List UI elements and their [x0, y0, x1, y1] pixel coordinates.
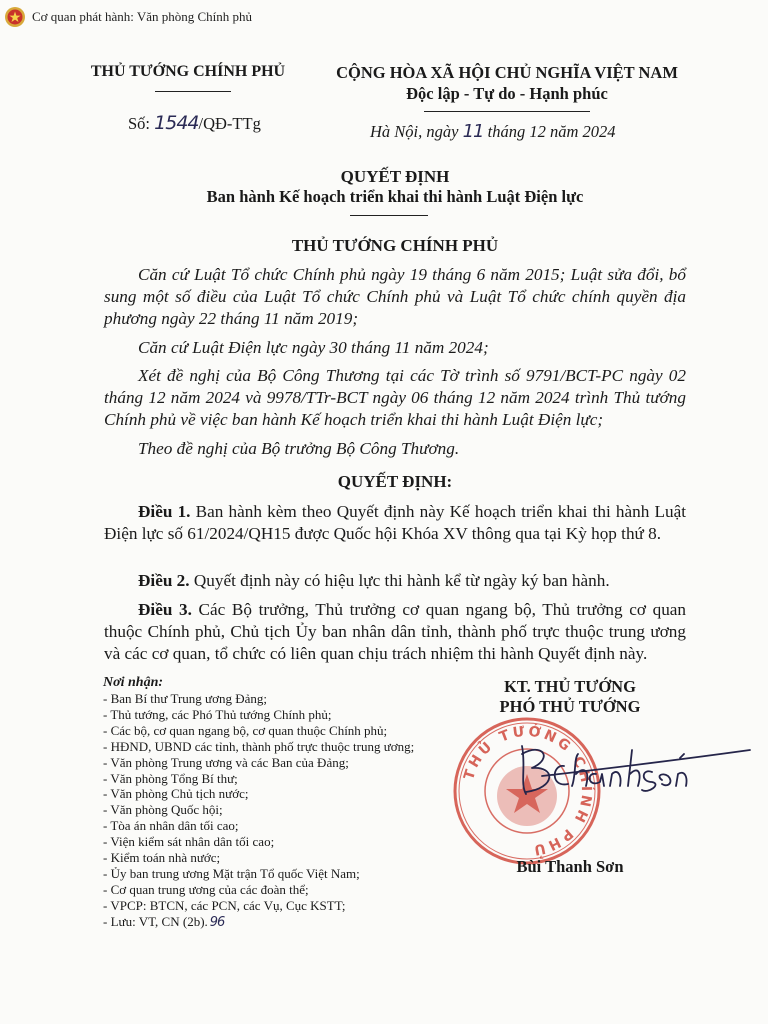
list-item: - Văn phòng Trung ương và các Ban của Đảng;: [103, 754, 349, 770]
handwritten-note: 96: [209, 914, 225, 930]
preamble-paragraph: Theo đề nghị của Bộ trưởng Bộ Công Thương.: [138, 439, 460, 458]
signer-name: Bùi Thanh Sơn: [516, 857, 624, 876]
number-suffix: /QĐ-TTg: [198, 114, 261, 133]
document-number: [128, 112, 261, 134]
subtitle-underline: [350, 215, 428, 216]
handwritten-day: 11: [462, 121, 484, 142]
list-item: - Các bộ, cơ quan ngang bộ, cơ quan thuộc Chính phủ;: [103, 722, 388, 738]
signature-icon: [512, 736, 752, 811]
list-item: - Tòa án nhân dân tối cao;: [103, 818, 239, 834]
list-item: - Viện kiểm sát nhân dân tối cao;: [103, 834, 275, 850]
list-item: - Kiểm toán nhà nước;: [103, 850, 221, 866]
article-3: [104, 599, 686, 665]
list-item: - Thủ tướng, các Phó Thủ tướng Chính phủ;: [103, 706, 332, 722]
list-item: - Cơ quan trung ương của các đoàn thể;: [103, 881, 309, 897]
list-item: [103, 914, 414, 931]
date-suffix: tháng 12 năm 2024: [483, 122, 616, 141]
document-subtitle: Ban hành Kế hoạch triển khai thi hành Luật Điện lực: [206, 187, 584, 206]
recipients-title: Nơi nhận:: [103, 675, 164, 690]
authority-heading: THỦ TƯỚNG CHÍNH PHỦ: [291, 236, 499, 255]
article-text: Ban hành kèm theo Quyết định này Kế hoạch triển khai thi hành Luật Điện lực số 61/2024/QH15 được Quốc hội Khóa XV thông qua tại Kỳ họp thứ 8.: [104, 502, 687, 543]
motto-underline: [424, 111, 590, 112]
article-label: Điều 3.: [138, 600, 192, 619]
issue-date: [370, 121, 616, 142]
article-text: Quyết định này có hiệu lực thi hành kể từ ngày ký ban hành.: [189, 571, 610, 590]
handwritten-number: 1544: [154, 112, 199, 134]
article-label: Điều 1.: [138, 502, 191, 521]
number-prefix: Số:: [128, 114, 155, 133]
list-item: - VPCP: BTCN, các PCN, các Vụ, Cục KSTT;: [103, 897, 346, 913]
article-1: [104, 501, 686, 545]
signature-title: PHÓ THỦ TƯỚNG: [499, 697, 641, 716]
svg-text:THỦ TƯỚNG CHÍNH PHỦ: THỦ TƯỚNG CHÍNH PHỦ: [461, 723, 595, 859]
list-item: - Ủy ban trung ương Mặt trận Tổ quốc Việt Nam;: [103, 865, 360, 881]
article-2: [104, 570, 686, 592]
preamble-paragraph: Xét đề nghị của Bộ Công Thương tại các Tờ trình số 9791/BCT-PC ngày 02 tháng 12 năm 2024 và 9978/TTr-BCT ngày 06 tháng 12 năm 2024 trình Thủ tướng Chính phủ về việc ban hành Kế hoạch triển khai thi hành Luật Điện lực;: [104, 366, 686, 429]
document-type: QUYẾT ĐỊNH: [340, 167, 450, 186]
vietnam-emblem-icon: [4, 6, 26, 28]
preamble-paragraph: Căn cứ Luật Tổ chức Chính phủ ngày 19 tháng 6 năm 2015; Luật sửa đổi, bổ sung một số điều của Luật Tổ chức Chính phủ và Luật Tổ chức chính quyền địa phương ngày 22 tháng 11 năm 2019;: [104, 265, 686, 328]
article-text: Các Bộ trưởng, Thủ trưởng cơ quan ngang bộ, Thủ trưởng cơ quan thuộc Chính phủ, Chủ tịch Ủy ban nhân dân tỉnh, thành phố trực thuộc trung ương và các cơ quan, tổ chức có liên quan chịu trách nhiệm thi hành Quyết định này.: [104, 600, 687, 663]
signature-role: KT. THỦ TƯỚNG: [504, 677, 636, 696]
country-title: CỘNG HÒA XÃ HỘI CHỦ NGHĨA VIỆT NAM: [336, 63, 678, 82]
list-item: - Văn phòng Quốc hội;: [103, 802, 223, 818]
preamble-paragraph: Căn cứ Luật Điện lực ngày 30 tháng 11 năm 2024;: [138, 338, 489, 357]
list-item: - Văn phòng Chủ tịch nước;: [103, 786, 249, 802]
publisher-text: Cơ quan phát hành: Văn phòng Chính phủ: [32, 9, 253, 24]
issuer-title: THỦ TƯỚNG CHÍNH PHỦ: [90, 63, 286, 80]
issuer-underline: [155, 91, 231, 92]
date-prefix: Hà Nội, ngày: [370, 122, 463, 141]
list-item: - Văn phòng Tổng Bí thư;: [103, 770, 238, 786]
recipients-list: [103, 691, 414, 931]
list-item-text: - Lưu: VT, CN (2b).: [103, 913, 208, 929]
list-item: - Ban Bí thư Trung ương Đảng;: [103, 691, 267, 706]
decides-heading: QUYẾT ĐỊNH:: [337, 472, 453, 491]
list-item: - HĐND, UBND các tỉnh, thành phố trực thuộc trung ương;: [103, 738, 415, 754]
article-label: Điều 2.: [138, 571, 190, 590]
national-motto: Độc lập - Tự do - Hạnh phúc: [406, 84, 608, 103]
publisher-bar: [4, 6, 252, 28]
